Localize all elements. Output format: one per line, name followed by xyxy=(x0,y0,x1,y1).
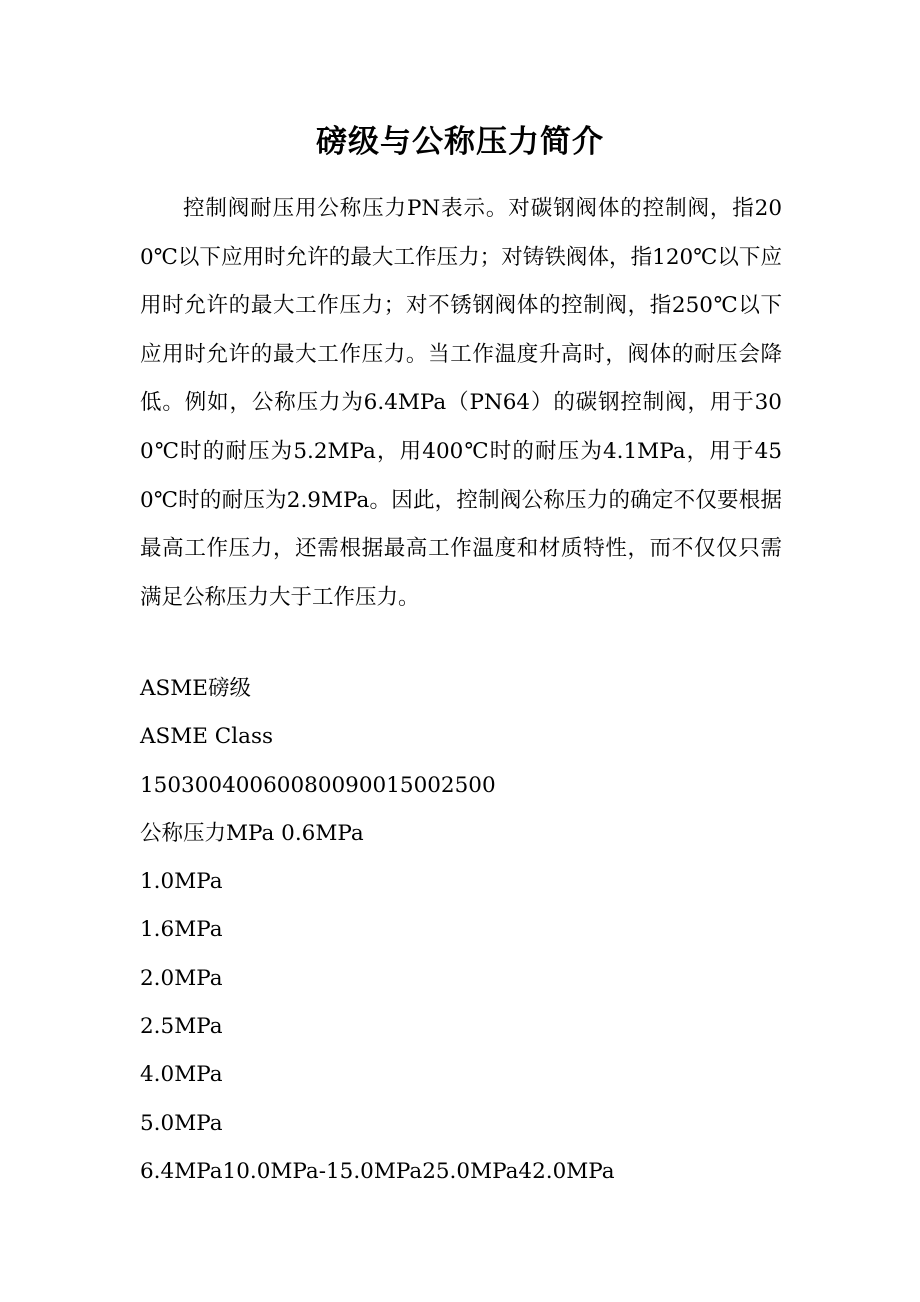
list-line-asme-class-en: ASME Class xyxy=(140,724,274,750)
list-line-pressure: 2.0MPa xyxy=(140,965,223,991)
list-line-asme-class-label: ASME磅级 xyxy=(140,676,251,701)
list-line-nominal-pressure: 公称压力MPa 0.6MPa xyxy=(140,820,364,846)
document-title: 磅级与公称压力简介 xyxy=(316,124,604,160)
list-line-pressure: 4.0MPa xyxy=(140,1062,223,1088)
list-line-pressure: 2.5MPa xyxy=(140,1014,223,1040)
class-pressure-list xyxy=(140,665,840,1196)
list-line-pressure: 1.6MPa xyxy=(140,917,223,943)
list-line-pressure: 1.0MPa xyxy=(140,869,223,895)
list-line-pressure-range: 6.4MPa10.0MPa-15.0MPa25.0MPa42.0MPa xyxy=(140,1158,615,1184)
list-line-class-values: 15030040060080090015002500 xyxy=(140,772,496,798)
list-line-pressure: 5.0MPa xyxy=(140,1110,223,1136)
intro-paragraph: 控制阀耐压用公称压力PN表示。对碳钢阀体的控制阀，指200℃以下应用时允许的最大工作压力；对铸铁阀体，指120℃以下应用时允许的最大工作压力；对不锈钢阀体的控制阀，指250℃以下应用时允许的最大工作压力。当工作温度升高时，阀体的耐压会降低。例如，公称压力为6.4MPa（PN64）的碳钢控制阀，用于300℃时的耐压为5.2MPa，用400℃时的耐压为4.1MPa，用于450℃时的耐压为2.9MPa。因此，控制阀公称压力的确定不仅要根据最高工作压力，还需根据最高工作温度和材质特性，而不仅仅只需满足公称压力大于工作压力。 xyxy=(140,196,782,610)
